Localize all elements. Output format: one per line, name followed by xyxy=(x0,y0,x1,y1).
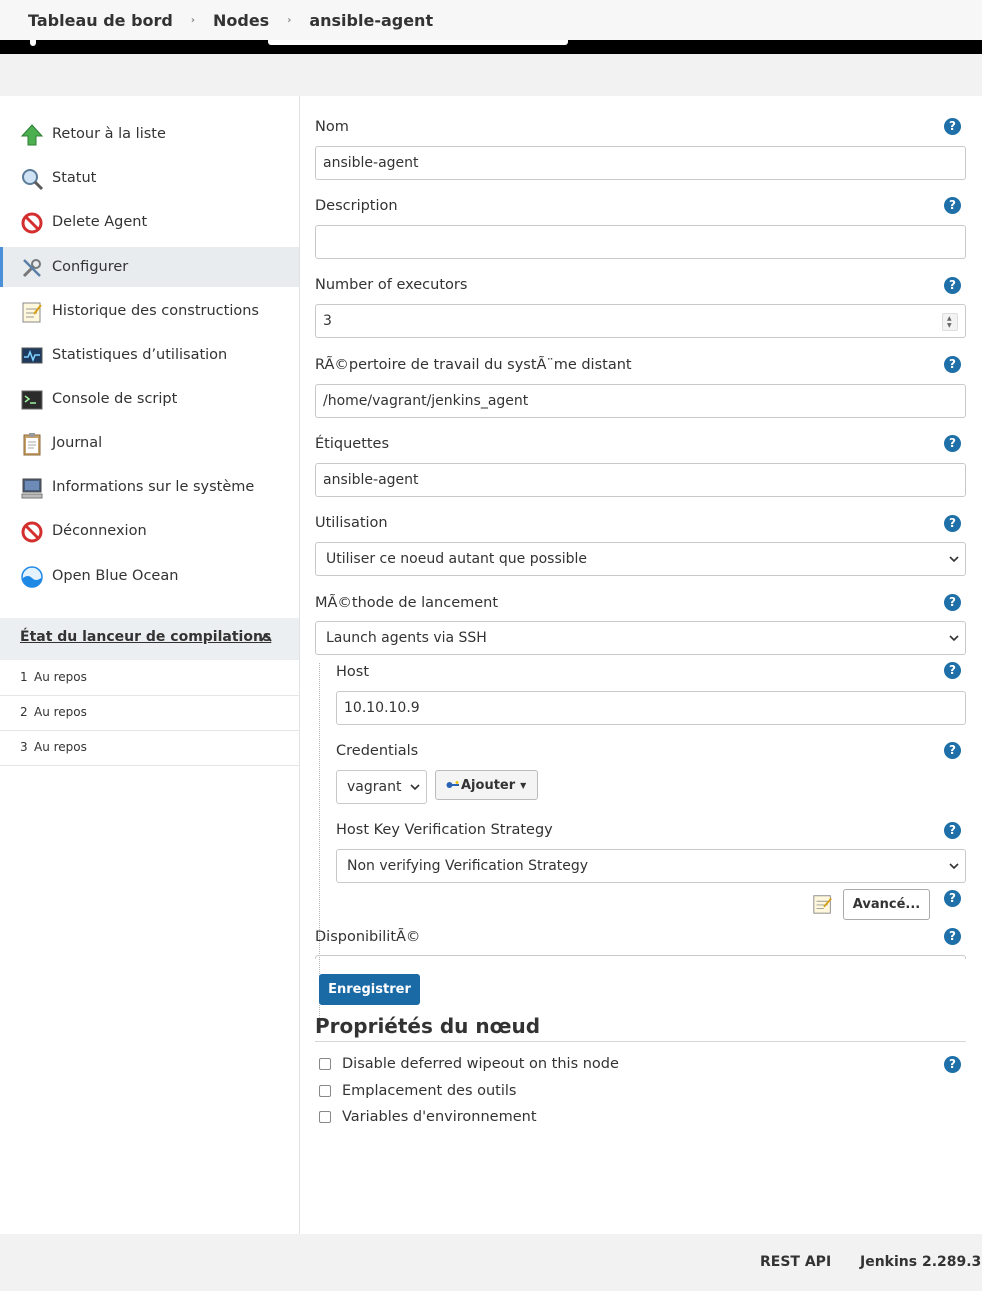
executor-state: Au repos xyxy=(34,740,87,754)
option-env-variables[interactable] xyxy=(319,1107,537,1127)
dropdown-caret-icon: ▼ xyxy=(520,780,527,790)
launch-method-selected: Launch agents via SSH xyxy=(326,630,487,646)
executor-number: 2 xyxy=(20,705,28,719)
help-icon[interactable]: ? xyxy=(944,356,961,373)
chevron-down-icon xyxy=(410,783,420,791)
task-label: Retour à la liste xyxy=(52,126,166,142)
side-panel xyxy=(0,96,300,1234)
option-tool-locations[interactable] xyxy=(319,1081,516,1101)
help-icon[interactable]: ? xyxy=(944,118,961,135)
credentials-select[interactable] xyxy=(336,770,427,804)
key-icon xyxy=(446,781,460,789)
checkbox[interactable] xyxy=(319,1058,331,1070)
breadcrumb-dashboard[interactable]: Tableau de bord xyxy=(28,10,173,30)
add-credentials-button[interactable] xyxy=(435,770,538,800)
help-icon[interactable]: ? xyxy=(944,594,961,611)
task-status[interactable] xyxy=(0,158,299,198)
task-label: Journal xyxy=(52,435,103,451)
no-entry-icon xyxy=(20,211,44,235)
host-key-label: Host Key Verification Strategy xyxy=(336,822,553,838)
help-icon[interactable]: ? xyxy=(944,197,961,214)
task-back-to-list[interactable] xyxy=(0,114,299,154)
nested-section-guide xyxy=(319,663,320,1018)
executor-row xyxy=(0,730,299,766)
notepad-icon xyxy=(20,300,44,324)
help-icon[interactable]: ? xyxy=(944,928,961,945)
help-icon[interactable]: ? xyxy=(944,890,961,907)
task-label: Configurer xyxy=(52,259,129,275)
task-label: Console de script xyxy=(52,391,178,407)
magnifier-icon xyxy=(20,167,44,191)
description-label: Description xyxy=(315,198,398,214)
help-icon[interactable]: ? xyxy=(944,515,961,532)
chevron-down-icon xyxy=(949,634,959,642)
stepper-down-icon[interactable]: ▼ xyxy=(947,322,952,329)
usage-selected: Utiliser ce noeud autant que possible xyxy=(326,551,588,567)
credentials-label: Credentials xyxy=(336,743,419,759)
node-config-form xyxy=(300,96,982,1234)
task-build-history[interactable] xyxy=(0,291,299,331)
task-logout[interactable] xyxy=(0,511,299,551)
help-icon[interactable]: ? xyxy=(944,742,961,759)
labels-label: Étiquettes xyxy=(315,436,390,452)
option-label: Emplacement des outils xyxy=(342,1083,517,1099)
checkbox[interactable] xyxy=(319,1085,331,1097)
add-credentials-label: Ajouter xyxy=(461,777,516,793)
help-icon[interactable]: ? xyxy=(944,1056,961,1073)
terminal-icon xyxy=(20,388,44,412)
availability-label: DisponibilitÃ© xyxy=(315,929,421,945)
help-icon[interactable]: ? xyxy=(944,662,961,679)
executor-row xyxy=(0,695,299,731)
executor-state: Au repos xyxy=(34,705,87,719)
option-label: Variables d'environnement xyxy=(342,1109,537,1125)
task-label: Statut xyxy=(52,170,97,186)
launch-method-label: MÃ©thode de lancement xyxy=(315,595,499,611)
task-label: Historique des constructions xyxy=(52,303,259,319)
availability-select[interactable] xyxy=(315,955,966,959)
name-label: Nom xyxy=(315,119,349,135)
wrench-screwdriver-icon xyxy=(20,256,44,280)
task-delete-agent[interactable] xyxy=(0,202,299,242)
executor-row xyxy=(0,660,299,696)
advanced-button[interactable]: Avancé... xyxy=(843,889,930,920)
description-field[interactable] xyxy=(315,225,966,259)
remote-root-label: RÃ©pertoire de travail du systÃ¨me distant xyxy=(315,357,632,373)
remote-root-field[interactable]: /home/vagrant/jenkins_agent xyxy=(315,384,966,418)
task-load-statistics[interactable] xyxy=(0,335,299,375)
executors-number-field[interactable] xyxy=(315,304,966,338)
help-icon[interactable]: ? xyxy=(944,435,961,452)
help-icon[interactable]: ? xyxy=(944,277,961,294)
checkbox[interactable] xyxy=(319,1111,331,1123)
task-script-console[interactable] xyxy=(0,379,299,419)
task-label: Déconnexion xyxy=(52,523,147,539)
no-entry-icon xyxy=(20,520,44,544)
help-icon[interactable]: ? xyxy=(944,822,961,839)
usage-select[interactable] xyxy=(315,542,966,576)
rest-api-link[interactable]: REST API xyxy=(760,1254,832,1270)
host-label: Host xyxy=(336,664,370,680)
up-arrow-icon xyxy=(20,123,44,147)
blue-ocean-icon xyxy=(20,565,44,589)
notepad-icon[interactable] xyxy=(812,893,834,915)
credentials-selected: vagrant xyxy=(347,779,402,795)
number-stepper[interactable] xyxy=(942,313,958,331)
save-button[interactable]: Enregistrer xyxy=(319,974,420,1005)
breadcrumb xyxy=(0,0,982,40)
name-field[interactable]: ansible-agent xyxy=(315,146,966,180)
monitor-graph-icon xyxy=(20,344,44,368)
chevron-up-icon[interactable] xyxy=(260,632,272,644)
executors-value: 3 xyxy=(323,313,332,329)
chevron-down-icon xyxy=(949,555,959,563)
jenkins-version-link[interactable]: Jenkins 2.289.3 xyxy=(860,1254,982,1270)
executor-number: 3 xyxy=(20,740,28,754)
page-footer xyxy=(0,1234,982,1291)
usage-label: Utilisation xyxy=(315,515,388,531)
clipboard-icon xyxy=(20,432,44,456)
task-configure[interactable] xyxy=(0,247,299,287)
node-properties-title: Propriétés du nœud xyxy=(315,1014,541,1038)
page-subheader xyxy=(0,54,982,96)
breadcrumb-separator-icon: › xyxy=(287,14,292,26)
breadcrumb-separator-icon: › xyxy=(190,14,195,26)
stepper-up-icon[interactable]: ▲ xyxy=(947,315,952,322)
host-key-selected: Non verifying Verification Strategy xyxy=(347,858,589,874)
task-open-blue-ocean[interactable] xyxy=(0,556,299,596)
task-label: Delete Agent xyxy=(52,214,148,230)
host-key-select[interactable] xyxy=(336,849,966,883)
task-system-information[interactable] xyxy=(0,467,299,507)
executor-status-title[interactable]: État du lanceur de compilations xyxy=(20,629,272,645)
task-log[interactable] xyxy=(0,423,299,463)
launch-method-select[interactable] xyxy=(315,621,966,655)
option-label: Disable deferred wipeout on this node xyxy=(342,1056,619,1072)
executor-status-header[interactable] xyxy=(0,618,299,660)
chevron-down-icon xyxy=(949,862,959,870)
option-disable-wipeout[interactable] xyxy=(319,1054,619,1074)
section-divider xyxy=(315,1041,966,1042)
task-label: Informations sur le système xyxy=(52,479,255,495)
breadcrumb-node[interactable]: ansible-agent xyxy=(309,10,434,30)
task-label: Statistiques d’utilisation xyxy=(52,347,228,363)
task-label: Open Blue Ocean xyxy=(52,568,179,584)
executor-number: 1 xyxy=(20,670,28,684)
breadcrumb-nodes[interactable]: Nodes xyxy=(212,10,270,30)
executor-state: Au repos xyxy=(34,670,87,684)
computer-icon xyxy=(20,476,44,500)
labels-field[interactable]: ansible-agent xyxy=(315,463,966,497)
host-field[interactable]: 10.10.10.9 xyxy=(336,691,966,725)
executors-label: Number of executors xyxy=(315,277,468,293)
